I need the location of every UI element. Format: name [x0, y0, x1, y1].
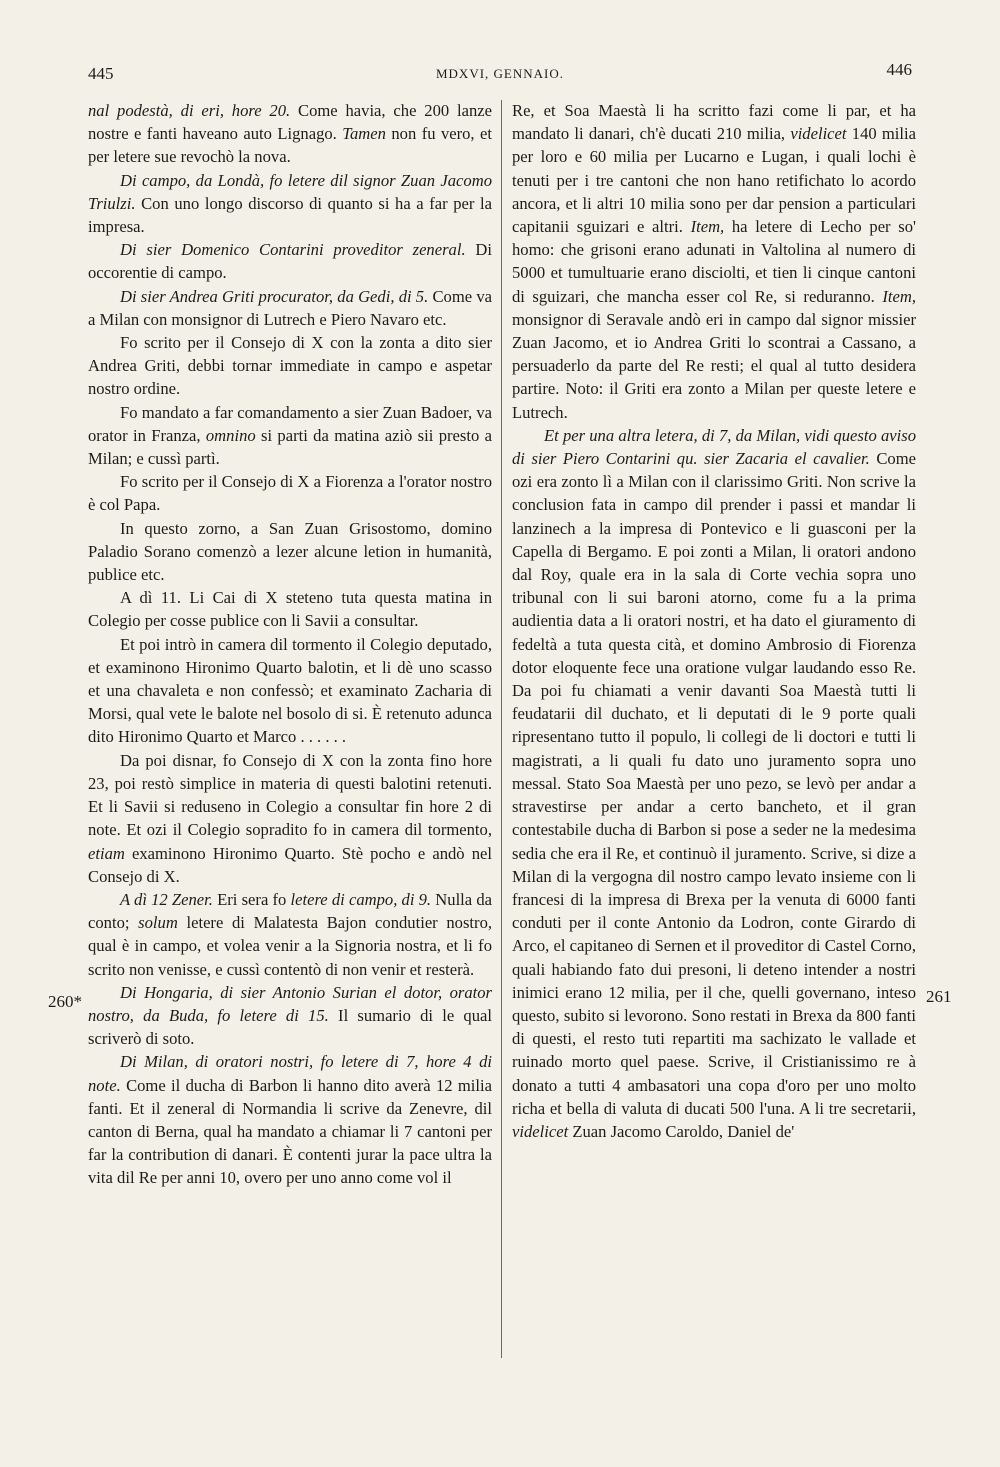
- text-column-right: [512, 99, 916, 1379]
- paragraph: [88, 285, 492, 331]
- paragraph: Fo scrito per il Consejo di X con la zonta a dito sier Andrea Griti, debbi tornar immediate in campo e aspetar nostro ordine.: [88, 333, 492, 399]
- italic-run: nal podestà, di eri, hore 20.: [88, 101, 291, 120]
- text-run: Nulla da conto;: [88, 889, 492, 933]
- paragraph: [88, 749, 492, 888]
- text-run: letere di Malatesta Bajon condutier nostro, qual è in campo, et volea venir a la Signoria nostra, et li fo scrito non venisse, e cussì contentò di non venir et resterà.: [88, 913, 492, 979]
- italic-run: letere di campo, di 9.: [290, 889, 432, 909]
- italic-run: Di sier Andrea Griti procurator, da Gedi, di 5.: [120, 286, 429, 306]
- text-run: Da poi disnar, fo Consejo di X con la zonta fino hore 23, poi restò simplice in materia di questi balotini retenuti. Et li Savii si reduseno in Colegio a consultar fin hore 2 di note. Et ozi il Colegio sopradito fo in camera dil tormento,: [88, 750, 492, 840]
- text-run: Zuan Jacomo Caroldo, Daniel de': [568, 1121, 795, 1141]
- italic-run: etiam: [88, 843, 125, 863]
- text-run: ha letere di Lecho per so' homo: che grisoni erano adunati in Valtolina al numero di 5000 et tumultuarie erano disciolti, et tien li cinque cantoni di sguizari, che mancha esser col Re, si reduranno.: [512, 217, 916, 306]
- italic-run: Di campo, da Londà, fo letere dil signor Zuan Jacomo Triulzi.: [88, 170, 492, 213]
- margin-reference-right: 261: [926, 987, 952, 1006]
- paragraph: [512, 99, 916, 424]
- paragraph: A dì 11. Li Cai di X steteno tuta questa matina in Colegio per cosse publice con li Savii a consultar.: [88, 588, 492, 631]
- paragraph: Et poi intrò in camera dil tormento il Colegio deputado, et examinono Hironimo Quarto balotin, et li dè uno scasso et una chavaleta e non confessò; et examinato Zacharia di Morsi, qual vete le balote nel bosolo di si. È retenuto adunca dito Hironimo Quarto et Marco . . . . . .: [88, 634, 492, 747]
- italic-run: Et per una altra letera, di 7, da Milan, vidi questo aviso di sier Piero Contarini qu. sier Zacaria el cavalier.: [512, 425, 916, 469]
- text-run: 140 milia per loro e 60 milia per Lucarno e Lugan, i quali lochi è tenuti per i tre cantoni che non hano retifichato lo acordo ancora, et li altri 10 milia sono per dar pension a particulari capitanii sguizari e altri.: [512, 124, 916, 237]
- paragraph: Fo scrito per il Consejo di X a Fiorenza a l'orator nostro è col Papa.: [88, 472, 492, 515]
- column-divider: [501, 100, 502, 1358]
- paragraph: In questo zorno, a San Zuan Grisostomo, domino Paladio Sorano comenzò a lezer alcune letion in humanità, publice etc.: [88, 518, 492, 585]
- running-header: [88, 60, 912, 88]
- text-run: monsignor di Seravale andò eri in campo dal signor missier Zuan Jacomo, et io Andrea Griti lo scontrai a Cassano, a persuaderlo da parte del Re resti; el qual al tutto desidera partire. Noto: il Griti era zonto a Milan per queste letere e Lutrech.: [512, 309, 916, 422]
- margin-reference-left: 260*: [48, 992, 82, 1011]
- text-run: Come va a Milan con monsignor di Lutrech e Piero Navaro etc.: [88, 286, 492, 329]
- text-run: si parti da matina aziò sii presto a Milan; e cussì partì.: [88, 425, 492, 469]
- paragraph: [88, 238, 492, 284]
- text-run: Come il ducha di Barbon li hanno dito averà 12 milia fanti. Et il zeneral di Normandia li scrive da Zenevre, dil canton di Berna, qual ha mandato a chiamar li 7 cantoni per far la contribution di danari. È contenti jurar la pace ultra la vita dil Re per anni 10, overo per uno anno come vol il: [88, 1075, 492, 1188]
- paragraph: [512, 424, 916, 1143]
- text-run: Eri sera fo: [212, 889, 291, 909]
- italic-run: Item,: [882, 286, 916, 306]
- italic-run: videlicet: [512, 1121, 569, 1141]
- page-number-right: 446: [886, 60, 912, 79]
- paragraph: [88, 99, 492, 169]
- text-column-left: [88, 99, 492, 1379]
- italic-run: Di Hongaria, di sier Antonio Surian el dotor, orator nostro, da Buda, fo letere di 15.: [88, 982, 492, 1025]
- italic-run: Di sier Domenico Contarini proveditor zeneral.: [120, 240, 466, 260]
- text-run: Re, et Soa Maestà li ha scritto fazi come li par, et ha mandato li danari, ch'è ducati 210 milia,: [512, 101, 916, 144]
- paragraph: [88, 981, 492, 1051]
- italic-run: A dì 12 Zener.: [120, 889, 213, 909]
- italic-run: omnino: [205, 425, 256, 445]
- text-run: Di occorentie di campo.: [88, 240, 492, 283]
- text-run: Fo mandato a far comandamento a sier Zuan Badoer, va orator in Franza,: [88, 402, 492, 445]
- italic-run: Di Milan, di oratori nostri, fo letere di 7, hore 4 di note.: [88, 1052, 492, 1095]
- paragraph: [88, 888, 492, 981]
- page-number-left: 445: [88, 64, 114, 83]
- text-run: Con uno longo discorso di quanto si ha a far per la impresa.: [88, 193, 492, 237]
- running-title: MDXVI, GENNAIO.: [435, 66, 564, 81]
- paragraph: [88, 401, 492, 471]
- text-run: non fu vero, et per letere sue revochò la nova.: [88, 124, 492, 167]
- italic-run: videlicet: [790, 124, 847, 144]
- italic-run: solum: [138, 913, 178, 933]
- text-run: Come ozi era zonto lì a Milan con il clarissimo Griti. Non scrive la conclusion fata in campo dil prender i passi et mandar li lanzinech a la impresa di Pontevico e li guasconi per la Capella di Bergamo. E poi zonti a Milan, li oratori andono dal Roy, quale era in la sala di Corte vechia sopra uno tribunal con li sui baroni atorno, come fu a la prima audientia data a li oratori nostri, et ha dato el giuramento di fedeltà a tuta questa cità, et domino Ambrosio di Fiorenza dotor eloquente fece una oratione vulgar laudando esso Re. Da poi fu chiamati a venir davanti Soa Maestà tutti li feudatarii dil duchato, et li deputati di le 9 porte quali ripresentano tutto il populo, li collegi de li doctori e tutti li magistrati, a li quali fu dato uno juramento sopra uno messal. Stato Soa Maestà per uno pezo, se levò per andar a stravestirse per andar a certo bancheto, et il gran contestabile ducha di Barbon si pose a seder ne la medesima sedia che era il Re, et continuò il juramento. Scrive, si dize a Milan di la vergogna dil nostro campo levato insieme con li francesi di la impresa di Brexa per la venuta di 6000 fanti conduti per il conte Antonio da Lodron, conte Girardo di Arco, el capitaneo di Sernen et il proveditor di Castel Corno, quali habiando fato dui presoni, li deteno intender a nostri inimici erano 12 milia, per il che, quelli governano, inteso questo, subito si levorono. Sono restati in Brexa da 800 fanti di questi, el resto tuti repartiti ma sachizato le vallade et ruinado morto quel paese. Scrive, il Cristianissimo re à donato a tutti 4 ambasatori una copa d'oro per uno molto richa et bella di valuta di ducati 500 l'una. A li tre secretarii,: [512, 449, 916, 1118]
- italic-run: Item,: [690, 217, 725, 237]
- text-run: Il sumario di le qual scriverò di soto.: [88, 1005, 492, 1049]
- paragraph: [88, 1050, 492, 1189]
- text-run: Come havia, che 200 lanze nostre e fanti haveano auto Lignago.: [88, 101, 492, 144]
- paragraph: [88, 169, 492, 239]
- italic-run: Tamen: [342, 124, 386, 144]
- text-run: examinono Hironimo Quarto. Stè pocho e andò nel Consejo di X.: [88, 843, 492, 886]
